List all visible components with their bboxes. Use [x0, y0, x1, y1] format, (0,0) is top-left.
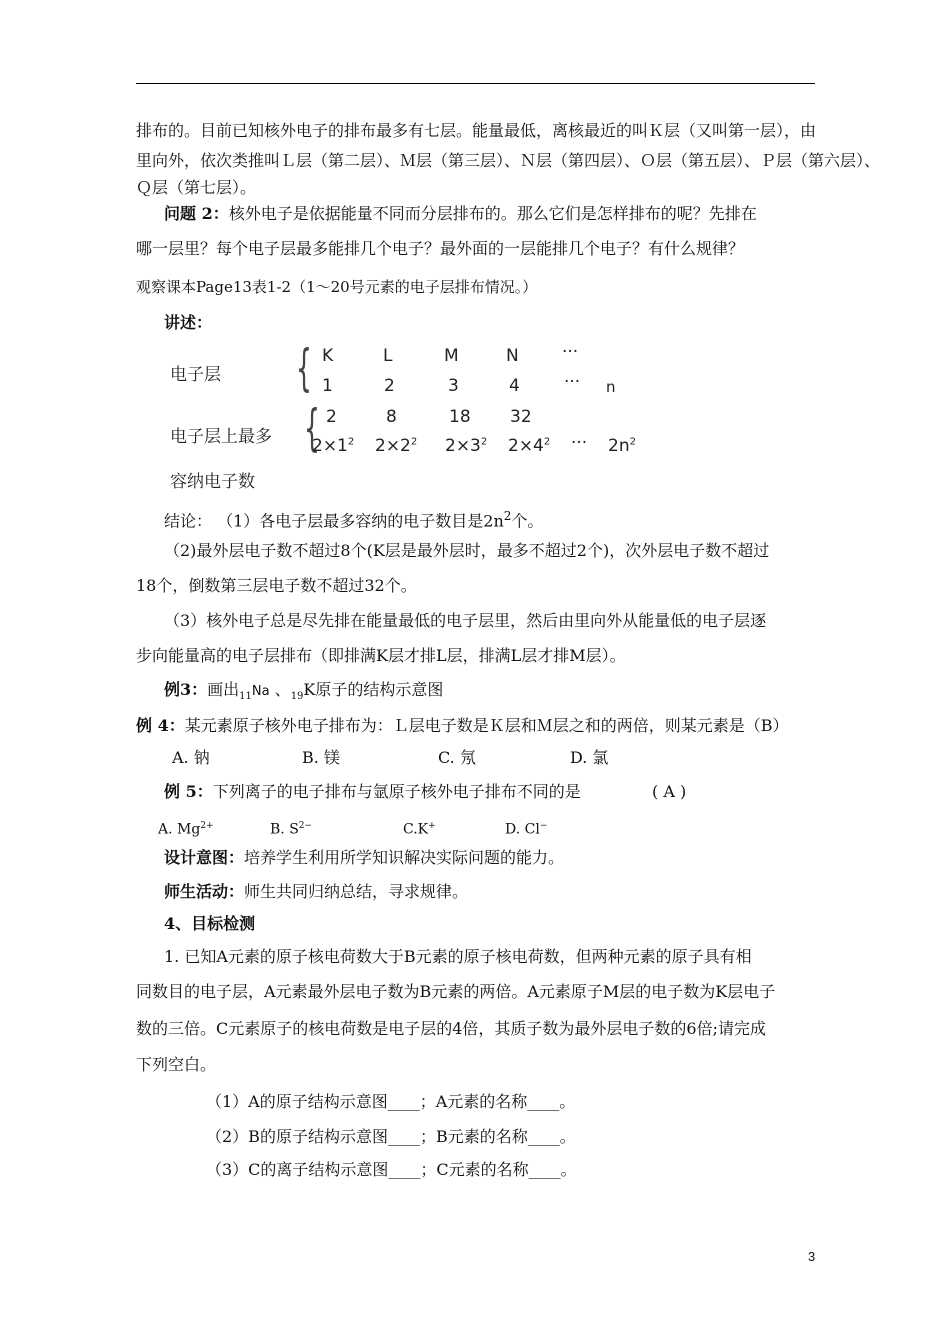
paragraph-line: Ｑ层（第七层）。: [136, 178, 257, 197]
conclusion-1: 结论： （1）各电子层最多容纳的电子数目是$2n^2$个。: [164, 509, 544, 531]
section-heading: 4、目标检测: [164, 914, 256, 933]
shell-number-n: n: [606, 378, 616, 396]
capacity-formula: $2n^2$: [608, 436, 636, 456]
ellipsis: ···: [564, 372, 581, 392]
question-1-cont: 同数目的电子层，A元素最外层电子数为B元素的两倍。A元素原子M层的电子数为K层电子: [136, 982, 776, 1001]
brace-icon: {: [296, 339, 312, 397]
capacity-value: 18: [449, 407, 471, 427]
option: A. 钠: [172, 748, 210, 767]
option: C. 氖: [438, 748, 476, 767]
example-3: 例3：画出$_{11}$Na 、$_{19}$K原子的结构示意图: [164, 680, 444, 703]
example-4: 例 4：某元素原子核外电子排布为：Ｌ层电子数是Ｋ层和Ｍ层之和的两倍，则某元素是（B）: [136, 716, 789, 735]
shell-letter: N: [506, 346, 519, 366]
conclusion-3-cont: 步向能量高的电子层排布（即排满K层才排L层，排满L层才排M层）。: [136, 646, 626, 665]
design-intent: 设计意图：培养学生利用所学知识解决实际问题的能力。: [164, 848, 565, 867]
question-1-cont: 下列空白。: [136, 1055, 217, 1074]
capacity-row-label: 容纳电子数: [170, 472, 255, 492]
capacity-formula: $2\times 4^2$: [508, 436, 551, 456]
option: B. 镁: [302, 748, 340, 767]
capacity-value: 32: [510, 407, 532, 427]
ellipsis: ···: [571, 433, 588, 453]
teacher-student-activity: 师生活动：师生共同归纳总结，寻求规律。: [164, 882, 469, 901]
shell-number: 3: [448, 376, 459, 396]
shell-number: 4: [509, 376, 520, 396]
paragraph-line: 排布的。目前已知核外电子的排布最多有七层。能量最低，离核最近的叫Ｋ层（又叫第一层），由: [136, 121, 817, 140]
example-5-answer: ( A ): [652, 782, 687, 801]
blank-line: （2）B的原子结构示意图____；B元素的名称____。: [206, 1127, 576, 1146]
blank-line: （3）C的离子结构示意图____；C元素的名称____。: [206, 1160, 577, 1179]
capacity-formula: $2\times 2^2$: [375, 436, 418, 456]
ellipsis: ···: [562, 342, 579, 362]
example-5: 例 5：下列离子的电子排布与氩原子核外电子排布不同的是: [164, 782, 581, 801]
option: B. $S^{2-}$: [270, 821, 313, 838]
shell-letter: M: [444, 346, 459, 366]
paragraph-line: 里向外，依次类推叫Ｌ层（第二层）、Ｍ层（第三层）、Ｎ层（第四层）、Ｏ层（第五层）、Ｐ层（第六层）、: [136, 151, 881, 170]
question-2-text: 核外电子是依据能量不同而分层排布的。那么它们是怎样排布的呢？先排在: [228, 204, 757, 223]
header-rule: [136, 83, 815, 84]
capacity-value: 8: [386, 407, 397, 427]
lecture-label: 讲述：: [164, 313, 213, 332]
blank-line: （1）A的原子结构示意图____；A元素的名称____。: [206, 1092, 576, 1111]
shell-row-label: 电子层: [170, 365, 221, 385]
option: A. $Mg^{2+}$: [158, 821, 214, 838]
conclusion-2: （2)最外层电子数不超过8个(K层是最外层时，最多不超过2个)，次外层电子数不超过: [164, 541, 770, 560]
question-1-cont: 数的三倍。C元素原子的核电荷数是电子层的4倍，其质子数为最外层电子数的6倍;请完成: [136, 1019, 766, 1038]
shell-number: 2: [384, 376, 395, 396]
capacity-row-label: 电子层上最多: [170, 427, 272, 447]
page-number: 3: [808, 1249, 816, 1264]
capacity-formula: $2\times 3^2$: [445, 436, 488, 456]
question-1: 1. 已知A元素的原子核电荷数大于B元素的原子核电荷数，但两种元素的原子具有相: [164, 947, 752, 966]
option: D. Cl−: [505, 821, 548, 838]
paragraph-line: 哪一层里？每个电子层最多能排几个电子？最外面的一层能排几个电子？有什么规律？: [136, 239, 745, 258]
shell-number: 1: [322, 376, 333, 396]
option: C.K+: [403, 821, 436, 838]
shell-letter: K: [322, 346, 334, 366]
capacity-value: 2: [326, 407, 337, 427]
conclusion-3: （3）核外电子总是尽先排在能量最低的电子层里，然后由里向外从能量低的电子层逐: [164, 611, 767, 630]
question-2-label: 问题 2：: [164, 204, 229, 223]
question-2-line: [164, 204, 757, 224]
shell-letter: L: [383, 346, 393, 366]
conclusion-2-cont: 18个，倒数第三层电子数不超过32个。: [136, 576, 417, 595]
brace-icon: {: [304, 399, 320, 457]
observe-line: 观察课本Page13表1-2（1～20号元素的电子层排布情况。）: [136, 278, 538, 296]
option: D. 氯: [570, 748, 609, 767]
capacity-formula: $2\times 1^2$: [312, 436, 355, 456]
